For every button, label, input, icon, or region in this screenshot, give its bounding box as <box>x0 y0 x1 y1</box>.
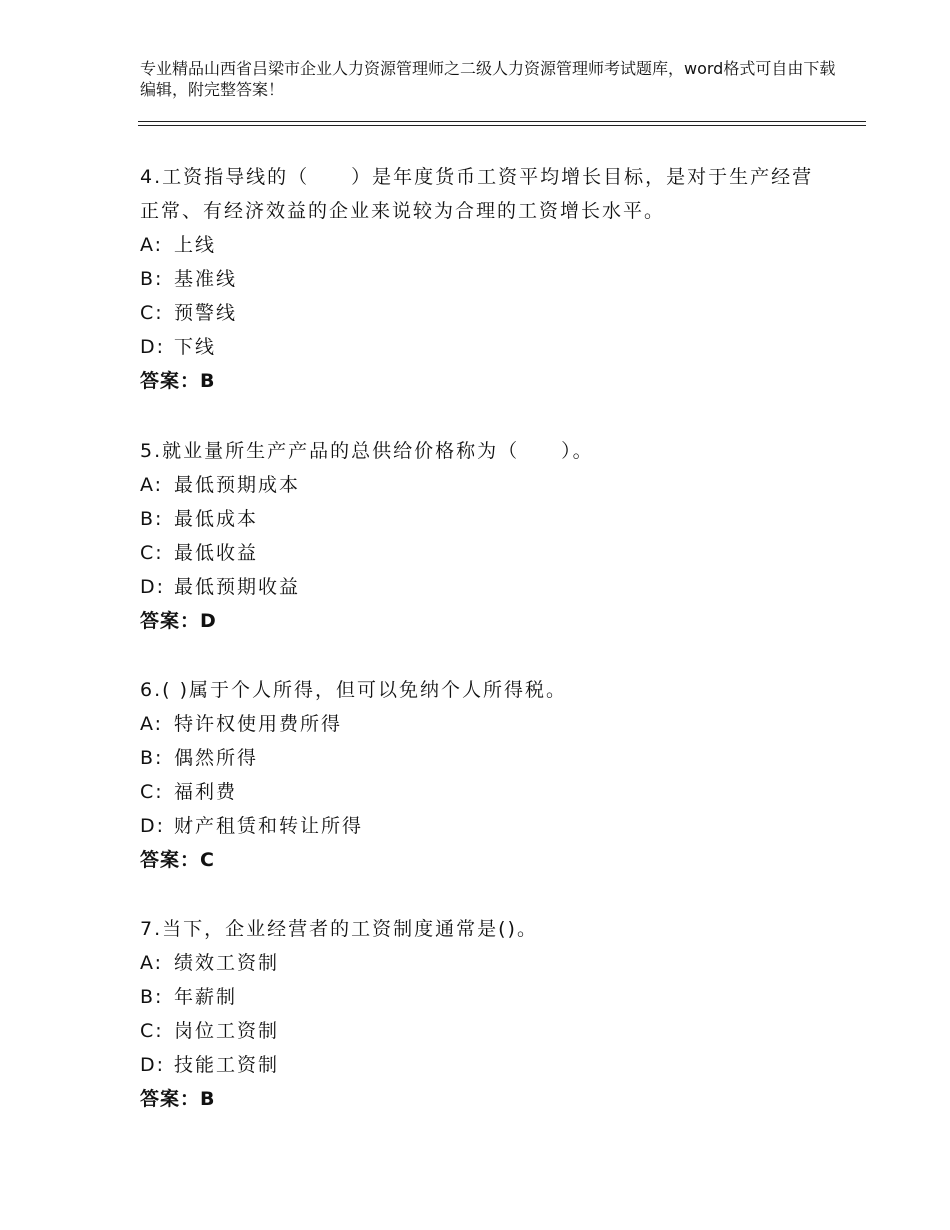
option-text: 偶然所得 <box>174 747 259 769</box>
question-block <box>140 434 830 638</box>
answer-label: 答案：B <box>140 1088 216 1110</box>
option-a <box>140 228 830 262</box>
option-c <box>140 296 830 330</box>
option-d <box>140 1048 830 1082</box>
option-letter: C: <box>140 781 164 803</box>
question-stem: 7.当下，企业经营者的工资制度通常是()。 <box>140 918 538 940</box>
option-text: 预警线 <box>174 302 238 324</box>
option-letter: D: <box>140 336 166 358</box>
option-letter: C: <box>140 542 164 564</box>
document-header: 专业精品山西省吕梁市企业人力资源管理师之二级人力资源管理师考试题库，word格式可自由下载编辑，附完整答案！ <box>140 59 836 99</box>
option-letter: C: <box>140 1020 164 1042</box>
option-letter: B: <box>140 747 164 769</box>
option-text: 绩效工资制 <box>174 952 280 974</box>
option-letter: A: <box>140 952 164 974</box>
option-text: 基准线 <box>174 268 238 290</box>
header-divider-bottom <box>138 125 866 126</box>
option-text: 福利费 <box>174 781 238 803</box>
option-text: 财产租赁和转让所得 <box>174 815 364 837</box>
option-letter: B: <box>140 268 164 290</box>
option-letter: D: <box>140 576 166 598</box>
question-stem: 6.( )属于个人所得，但可以免纳个人所得税。 <box>140 679 567 701</box>
option-letter: B: <box>140 986 164 1008</box>
option-a <box>140 946 830 980</box>
option-a <box>140 707 830 741</box>
option-c <box>140 1014 830 1048</box>
option-b <box>140 980 830 1014</box>
option-text: 最低收益 <box>174 542 259 564</box>
option-b <box>140 502 830 536</box>
option-letter: A: <box>140 234 164 256</box>
option-text: 最低预期收益 <box>174 576 301 598</box>
question-block <box>140 160 830 398</box>
answer-label: 答案：D <box>140 610 217 632</box>
option-text: 岗位工资制 <box>174 1020 280 1042</box>
option-b <box>140 262 830 296</box>
answer-label: 答案：C <box>140 849 215 871</box>
question-stem: 5.就业量所生产产品的总供给价格称为（ ）。 <box>140 440 594 462</box>
question-block <box>140 673 830 877</box>
option-text: 年薪制 <box>174 986 238 1008</box>
option-b <box>140 741 830 775</box>
option-letter: A: <box>140 713 164 735</box>
option-d <box>140 570 830 604</box>
option-letter: D: <box>140 1054 166 1076</box>
option-letter: A: <box>140 474 164 496</box>
option-c <box>140 775 830 809</box>
option-text: 最低预期成本 <box>174 474 301 496</box>
option-d <box>140 809 830 843</box>
option-letter: D: <box>140 815 166 837</box>
question-stem: 4.工资指导线的（ ）是年度货币工资平均增长目标，是对于生产经营正常、有经济效益的企业来说较为合理的工资增长水平。 <box>140 166 814 222</box>
option-text: 最低成本 <box>174 508 259 530</box>
option-text: 技能工资制 <box>174 1054 280 1076</box>
option-a <box>140 468 830 502</box>
option-text: 特许权使用费所得 <box>174 713 343 735</box>
option-letter: B: <box>140 508 164 530</box>
question-block <box>140 912 830 1116</box>
option-c <box>140 536 830 570</box>
option-d <box>140 330 830 364</box>
option-letter: C: <box>140 302 164 324</box>
option-text: 上线 <box>174 234 217 256</box>
answer-label: 答案：B <box>140 370 216 392</box>
header-divider-top <box>138 121 866 122</box>
option-text: 下线 <box>174 336 217 358</box>
